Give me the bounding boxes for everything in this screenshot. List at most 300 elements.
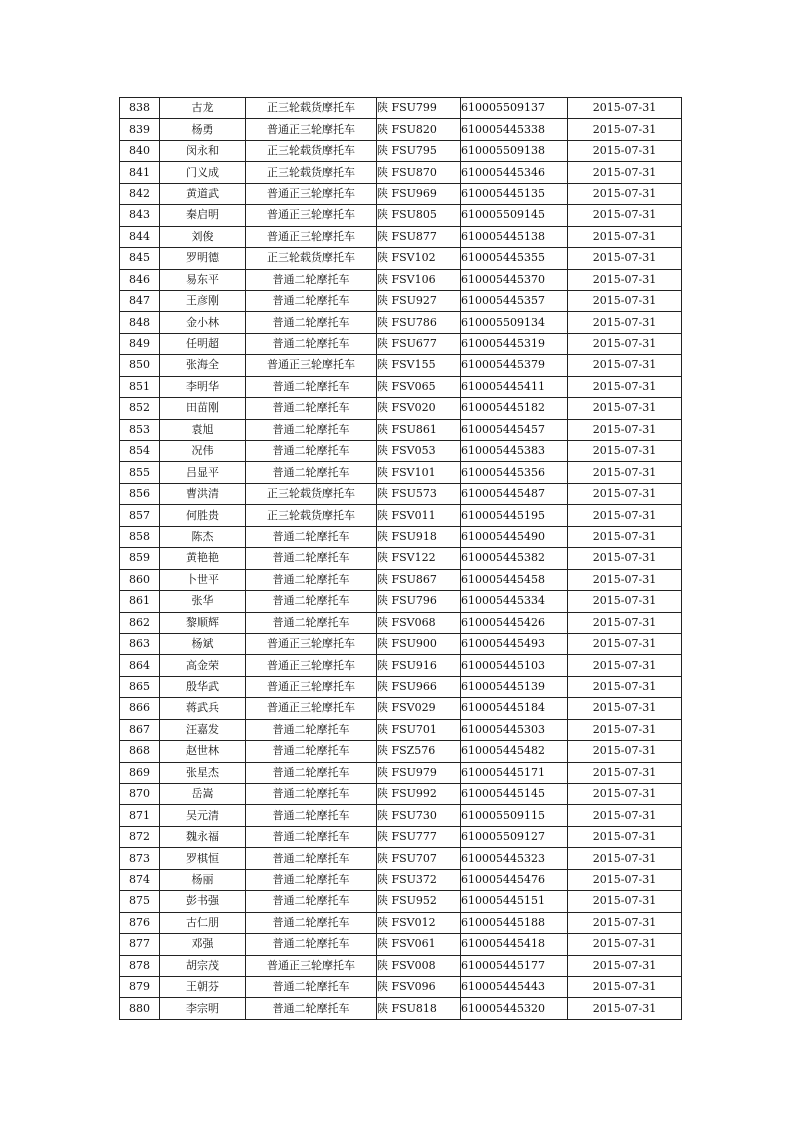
plate-number: 陕 FSU796 xyxy=(377,591,461,612)
vehicle-type: 普通二轮摩托车 xyxy=(246,398,377,419)
row-number: 877 xyxy=(120,934,160,955)
plate-number: 陕 FSU820 xyxy=(377,119,461,140)
plate-number: 陕 FSV096 xyxy=(377,976,461,997)
issue-date: 2015-07-31 xyxy=(568,784,682,805)
owner-name: 李明华 xyxy=(160,376,246,397)
vehicle-type: 普通二轮摩托车 xyxy=(246,784,377,805)
certificate-number: 610005445487 xyxy=(461,483,568,504)
table-row xyxy=(120,633,682,654)
issue-date: 2015-07-31 xyxy=(568,119,682,140)
vehicle-type: 普通二轮摩托车 xyxy=(246,312,377,333)
table-row xyxy=(120,655,682,676)
row-number: 857 xyxy=(120,505,160,526)
table-row xyxy=(120,719,682,740)
vehicle-type: 普通二轮摩托车 xyxy=(246,419,377,440)
plate-number: 陕 FSU701 xyxy=(377,719,461,740)
issue-date: 2015-07-31 xyxy=(568,826,682,847)
issue-date: 2015-07-31 xyxy=(568,226,682,247)
registration-table-body xyxy=(120,98,682,1020)
owner-name: 曹洪清 xyxy=(160,483,246,504)
plate-number: 陕 FSU927 xyxy=(377,290,461,311)
row-number: 873 xyxy=(120,848,160,869)
plate-number: 陕 FSU372 xyxy=(377,869,461,890)
issue-date: 2015-07-31 xyxy=(568,140,682,161)
certificate-number: 610005445457 xyxy=(461,419,568,440)
table-row xyxy=(120,612,682,633)
table-row xyxy=(120,505,682,526)
row-number: 880 xyxy=(120,998,160,1019)
plate-number: 陕 FSU707 xyxy=(377,848,461,869)
plate-number: 陕 FSU861 xyxy=(377,419,461,440)
certificate-number: 610005445182 xyxy=(461,398,568,419)
row-number: 866 xyxy=(120,698,160,719)
row-number: 853 xyxy=(120,419,160,440)
certificate-number: 610005445138 xyxy=(461,226,568,247)
table-row xyxy=(120,290,682,311)
owner-name: 易东平 xyxy=(160,269,246,290)
owner-name: 张华 xyxy=(160,591,246,612)
issue-date: 2015-07-31 xyxy=(568,419,682,440)
row-number: 863 xyxy=(120,633,160,654)
vehicle-type: 普通二轮摩托车 xyxy=(246,805,377,826)
owner-name: 王朝芬 xyxy=(160,976,246,997)
table-row xyxy=(120,98,682,119)
issue-date: 2015-07-31 xyxy=(568,548,682,569)
row-number: 869 xyxy=(120,762,160,783)
plate-number: 陕 FSU867 xyxy=(377,569,461,590)
issue-date: 2015-07-31 xyxy=(568,955,682,976)
certificate-number: 610005509145 xyxy=(461,205,568,226)
vehicle-type: 普通二轮摩托车 xyxy=(246,441,377,462)
owner-name: 王彦刚 xyxy=(160,290,246,311)
issue-date: 2015-07-31 xyxy=(568,655,682,676)
certificate-number: 610005445356 xyxy=(461,462,568,483)
owner-name: 袁旭 xyxy=(160,419,246,440)
owner-name: 古仁朋 xyxy=(160,912,246,933)
table-row xyxy=(120,526,682,547)
table-row xyxy=(120,419,682,440)
issue-date: 2015-07-31 xyxy=(568,591,682,612)
issue-date: 2015-07-31 xyxy=(568,376,682,397)
owner-name: 古龙 xyxy=(160,98,246,119)
certificate-number: 610005445320 xyxy=(461,998,568,1019)
row-number: 875 xyxy=(120,891,160,912)
owner-name: 刘俊 xyxy=(160,226,246,247)
vehicle-type: 正三轮载货摩托车 xyxy=(246,140,377,161)
issue-date: 2015-07-31 xyxy=(568,998,682,1019)
plate-number: 陕 FSV012 xyxy=(377,912,461,933)
owner-name: 黄艳艳 xyxy=(160,548,246,569)
table-row xyxy=(120,441,682,462)
owner-name: 邓强 xyxy=(160,934,246,955)
owner-name: 杨丽 xyxy=(160,869,246,890)
vehicle-type: 普通正三轮摩托车 xyxy=(246,355,377,376)
issue-date: 2015-07-31 xyxy=(568,719,682,740)
plate-number: 陕 FSV029 xyxy=(377,698,461,719)
vehicle-type: 普通正三轮摩托车 xyxy=(246,205,377,226)
owner-name: 吕显平 xyxy=(160,462,246,483)
table-row xyxy=(120,891,682,912)
table-row xyxy=(120,741,682,762)
row-number: 843 xyxy=(120,205,160,226)
issue-date: 2015-07-31 xyxy=(568,462,682,483)
certificate-number: 610005445379 xyxy=(461,355,568,376)
vehicle-type: 正三轮载货摩托车 xyxy=(246,248,377,269)
vehicle-type: 普通二轮摩托车 xyxy=(246,891,377,912)
row-number: 841 xyxy=(120,162,160,183)
plate-number: 陕 FSV061 xyxy=(377,934,461,955)
owner-name: 秦启明 xyxy=(160,205,246,226)
plate-number: 陕 FSV101 xyxy=(377,462,461,483)
owner-name: 黄道武 xyxy=(160,183,246,204)
certificate-number: 610005445426 xyxy=(461,612,568,633)
issue-date: 2015-07-31 xyxy=(568,183,682,204)
certificate-number: 610005445323 xyxy=(461,848,568,869)
owner-name: 殷华武 xyxy=(160,676,246,697)
row-number: 842 xyxy=(120,183,160,204)
vehicle-type: 普通二轮摩托车 xyxy=(246,976,377,997)
row-number: 861 xyxy=(120,591,160,612)
issue-date: 2015-07-31 xyxy=(568,269,682,290)
owner-name: 岳嵩 xyxy=(160,784,246,805)
plate-number: 陕 FSV068 xyxy=(377,612,461,633)
plate-number: 陕 FSV122 xyxy=(377,548,461,569)
vehicle-type: 普通二轮摩托车 xyxy=(246,526,377,547)
table-row xyxy=(120,934,682,955)
owner-name: 闵永和 xyxy=(160,140,246,161)
plate-number: 陕 FSV011 xyxy=(377,505,461,526)
vehicle-type: 普通正三轮摩托车 xyxy=(246,183,377,204)
certificate-number: 610005445382 xyxy=(461,548,568,569)
certificate-number: 610005445346 xyxy=(461,162,568,183)
plate-number: 陕 FSU818 xyxy=(377,998,461,1019)
row-number: 858 xyxy=(120,526,160,547)
vehicle-type: 普通正三轮摩托车 xyxy=(246,119,377,140)
plate-number: 陕 FSU677 xyxy=(377,333,461,354)
table-row xyxy=(120,183,682,204)
plate-number: 陕 FSU777 xyxy=(377,826,461,847)
row-number: 872 xyxy=(120,826,160,847)
plate-number: 陕 FSV102 xyxy=(377,248,461,269)
owner-name: 高金荣 xyxy=(160,655,246,676)
owner-name: 张海全 xyxy=(160,355,246,376)
certificate-number: 610005445458 xyxy=(461,569,568,590)
plate-number: 陕 FSV020 xyxy=(377,398,461,419)
plate-number: 陕 FSU969 xyxy=(377,183,461,204)
issue-date: 2015-07-31 xyxy=(568,312,682,333)
issue-date: 2015-07-31 xyxy=(568,805,682,826)
certificate-number: 610005445188 xyxy=(461,912,568,933)
table-row xyxy=(120,591,682,612)
owner-name: 何胜贵 xyxy=(160,505,246,526)
row-number: 854 xyxy=(120,441,160,462)
row-number: 876 xyxy=(120,912,160,933)
vehicle-type: 普通正三轮摩托车 xyxy=(246,633,377,654)
table-row xyxy=(120,333,682,354)
issue-date: 2015-07-31 xyxy=(568,333,682,354)
owner-name: 金小林 xyxy=(160,312,246,333)
row-number: 870 xyxy=(120,784,160,805)
table-row xyxy=(120,226,682,247)
certificate-number: 610005445493 xyxy=(461,633,568,654)
row-number: 847 xyxy=(120,290,160,311)
vehicle-type: 普通二轮摩托车 xyxy=(246,741,377,762)
row-number: 867 xyxy=(120,719,160,740)
vehicle-type: 普通二轮摩托车 xyxy=(246,934,377,955)
vehicle-type: 普通正三轮摩托车 xyxy=(246,955,377,976)
owner-name: 彭书强 xyxy=(160,891,246,912)
table-row xyxy=(120,998,682,1019)
certificate-number: 610005509138 xyxy=(461,140,568,161)
vehicle-type: 普通二轮摩托车 xyxy=(246,848,377,869)
owner-name: 罗棋恒 xyxy=(160,848,246,869)
table-row xyxy=(120,826,682,847)
row-number: 840 xyxy=(120,140,160,161)
plate-number: 陕 FSV106 xyxy=(377,269,461,290)
certificate-number: 610005445334 xyxy=(461,591,568,612)
vehicle-type: 正三轮载货摩托车 xyxy=(246,162,377,183)
issue-date: 2015-07-31 xyxy=(568,162,682,183)
issue-date: 2015-07-31 xyxy=(568,891,682,912)
certificate-number: 610005445184 xyxy=(461,698,568,719)
row-number: 852 xyxy=(120,398,160,419)
issue-date: 2015-07-31 xyxy=(568,612,682,633)
table-row xyxy=(120,205,682,226)
certificate-number: 610005445171 xyxy=(461,762,568,783)
certificate-number: 610005445476 xyxy=(461,869,568,890)
owner-name: 任明超 xyxy=(160,333,246,354)
table-row xyxy=(120,676,682,697)
vehicle-type: 正三轮载货摩托车 xyxy=(246,483,377,504)
issue-date: 2015-07-31 xyxy=(568,976,682,997)
table-row xyxy=(120,269,682,290)
plate-number: 陕 FSU952 xyxy=(377,891,461,912)
certificate-number: 610005445177 xyxy=(461,955,568,976)
row-number: 848 xyxy=(120,312,160,333)
plate-number: 陕 FSZ576 xyxy=(377,741,461,762)
owner-name: 杨勇 xyxy=(160,119,246,140)
vehicle-type: 普通二轮摩托车 xyxy=(246,826,377,847)
table-row xyxy=(120,548,682,569)
vehicle-type: 普通正三轮摩托车 xyxy=(246,698,377,719)
owner-name: 蒋武兵 xyxy=(160,698,246,719)
vehicle-type: 普通二轮摩托车 xyxy=(246,290,377,311)
plate-number: 陕 FSV008 xyxy=(377,955,461,976)
plate-number: 陕 FSU979 xyxy=(377,762,461,783)
row-number: 878 xyxy=(120,955,160,976)
table-row xyxy=(120,848,682,869)
row-number: 839 xyxy=(120,119,160,140)
plate-number: 陕 FSU573 xyxy=(377,483,461,504)
issue-date: 2015-07-31 xyxy=(568,741,682,762)
row-number: 846 xyxy=(120,269,160,290)
owner-name: 罗明德 xyxy=(160,248,246,269)
owner-name: 李宗明 xyxy=(160,998,246,1019)
vehicle-type: 普通二轮摩托车 xyxy=(246,762,377,783)
certificate-number: 610005445411 xyxy=(461,376,568,397)
owner-name: 陈杰 xyxy=(160,526,246,547)
row-number: 845 xyxy=(120,248,160,269)
plate-number: 陕 FSU916 xyxy=(377,655,461,676)
row-number: 856 xyxy=(120,483,160,504)
vehicle-type: 普通二轮摩托车 xyxy=(246,376,377,397)
plate-number: 陕 FSU786 xyxy=(377,312,461,333)
issue-date: 2015-07-31 xyxy=(568,398,682,419)
row-number: 874 xyxy=(120,869,160,890)
certificate-number: 610005445482 xyxy=(461,741,568,762)
owner-name: 田苗刚 xyxy=(160,398,246,419)
issue-date: 2015-07-31 xyxy=(568,869,682,890)
certificate-number: 610005445135 xyxy=(461,183,568,204)
registration-table xyxy=(119,97,682,1020)
certificate-number: 610005445151 xyxy=(461,891,568,912)
table-row xyxy=(120,976,682,997)
issue-date: 2015-07-31 xyxy=(568,762,682,783)
issue-date: 2015-07-31 xyxy=(568,98,682,119)
table-row xyxy=(120,483,682,504)
vehicle-type: 普通二轮摩托车 xyxy=(246,719,377,740)
plate-number: 陕 FSU900 xyxy=(377,633,461,654)
vehicle-type: 普通正三轮摩托车 xyxy=(246,676,377,697)
owner-name: 黎顺辉 xyxy=(160,612,246,633)
issue-date: 2015-07-31 xyxy=(568,290,682,311)
row-number: 851 xyxy=(120,376,160,397)
certificate-number: 610005445103 xyxy=(461,655,568,676)
owner-name: 况伟 xyxy=(160,441,246,462)
row-number: 862 xyxy=(120,612,160,633)
issue-date: 2015-07-31 xyxy=(568,355,682,376)
plate-number: 陕 FSU966 xyxy=(377,676,461,697)
certificate-number: 610005509115 xyxy=(461,805,568,826)
certificate-number: 610005445145 xyxy=(461,784,568,805)
owner-name: 汪嘉发 xyxy=(160,719,246,740)
certificate-number: 610005509127 xyxy=(461,826,568,847)
table-row xyxy=(120,376,682,397)
table-row xyxy=(120,912,682,933)
owner-name: 门义成 xyxy=(160,162,246,183)
issue-date: 2015-07-31 xyxy=(568,633,682,654)
row-number: 838 xyxy=(120,98,160,119)
plate-number: 陕 FSU795 xyxy=(377,140,461,161)
plate-number: 陕 FSU805 xyxy=(377,205,461,226)
owner-name: 魏永福 xyxy=(160,826,246,847)
certificate-number: 610005445418 xyxy=(461,934,568,955)
table-row xyxy=(120,140,682,161)
row-number: 865 xyxy=(120,676,160,697)
owner-name: 赵世林 xyxy=(160,741,246,762)
owner-name: 卜世平 xyxy=(160,569,246,590)
issue-date: 2015-07-31 xyxy=(568,934,682,955)
issue-date: 2015-07-31 xyxy=(568,248,682,269)
row-number: 859 xyxy=(120,548,160,569)
vehicle-type: 正三轮载货摩托车 xyxy=(246,98,377,119)
owner-name: 杨斌 xyxy=(160,633,246,654)
vehicle-type: 普通正三轮摩托车 xyxy=(246,226,377,247)
table-row xyxy=(120,248,682,269)
table-row xyxy=(120,398,682,419)
row-number: 850 xyxy=(120,355,160,376)
table-row xyxy=(120,462,682,483)
certificate-number: 610005445490 xyxy=(461,526,568,547)
table-row xyxy=(120,698,682,719)
vehicle-type: 普通二轮摩托车 xyxy=(246,591,377,612)
plate-number: 陕 FSU877 xyxy=(377,226,461,247)
table-row xyxy=(120,312,682,333)
plate-number: 陕 FSU918 xyxy=(377,526,461,547)
plate-number: 陕 FSV053 xyxy=(377,441,461,462)
table-row xyxy=(120,762,682,783)
owner-name: 胡宗茂 xyxy=(160,955,246,976)
table-row xyxy=(120,569,682,590)
row-number: 871 xyxy=(120,805,160,826)
vehicle-type: 普通正三轮摩托车 xyxy=(246,655,377,676)
table-row xyxy=(120,955,682,976)
certificate-number: 610005445443 xyxy=(461,976,568,997)
row-number: 860 xyxy=(120,569,160,590)
certificate-number: 610005445370 xyxy=(461,269,568,290)
issue-date: 2015-07-31 xyxy=(568,569,682,590)
plate-number: 陕 FSU992 xyxy=(377,784,461,805)
vehicle-type: 普通二轮摩托车 xyxy=(246,548,377,569)
owner-name: 吴元清 xyxy=(160,805,246,826)
table-row xyxy=(120,869,682,890)
table-row xyxy=(120,162,682,183)
plate-number: 陕 FSV155 xyxy=(377,355,461,376)
plate-number: 陕 FSU799 xyxy=(377,98,461,119)
plate-number: 陕 FSV065 xyxy=(377,376,461,397)
vehicle-type: 普通二轮摩托车 xyxy=(246,912,377,933)
certificate-number: 610005509137 xyxy=(461,98,568,119)
issue-date: 2015-07-31 xyxy=(568,848,682,869)
certificate-number: 610005445303 xyxy=(461,719,568,740)
issue-date: 2015-07-31 xyxy=(568,676,682,697)
issue-date: 2015-07-31 xyxy=(568,441,682,462)
issue-date: 2015-07-31 xyxy=(568,698,682,719)
vehicle-type: 正三轮载货摩托车 xyxy=(246,505,377,526)
vehicle-type: 普通二轮摩托车 xyxy=(246,612,377,633)
row-number: 868 xyxy=(120,741,160,762)
row-number: 855 xyxy=(120,462,160,483)
vehicle-type: 普通二轮摩托车 xyxy=(246,869,377,890)
certificate-number: 610005445357 xyxy=(461,290,568,311)
table-row xyxy=(120,805,682,826)
table-row xyxy=(120,784,682,805)
certificate-number: 610005509134 xyxy=(461,312,568,333)
vehicle-type: 普通二轮摩托车 xyxy=(246,569,377,590)
table-row xyxy=(120,355,682,376)
certificate-number: 610005445355 xyxy=(461,248,568,269)
vehicle-type: 普通二轮摩托车 xyxy=(246,269,377,290)
row-number: 879 xyxy=(120,976,160,997)
plate-number: 陕 FSU730 xyxy=(377,805,461,826)
row-number: 849 xyxy=(120,333,160,354)
certificate-number: 610005445338 xyxy=(461,119,568,140)
owner-name: 张星杰 xyxy=(160,762,246,783)
table-row xyxy=(120,119,682,140)
issue-date: 2015-07-31 xyxy=(568,912,682,933)
vehicle-type: 普通二轮摩托车 xyxy=(246,462,377,483)
issue-date: 2015-07-31 xyxy=(568,505,682,526)
certificate-number: 610005445383 xyxy=(461,441,568,462)
certificate-number: 610005445319 xyxy=(461,333,568,354)
certificate-number: 610005445139 xyxy=(461,676,568,697)
plate-number: 陕 FSU870 xyxy=(377,162,461,183)
certificate-number: 610005445195 xyxy=(461,505,568,526)
row-number: 864 xyxy=(120,655,160,676)
vehicle-type: 普通二轮摩托车 xyxy=(246,998,377,1019)
row-number: 844 xyxy=(120,226,160,247)
issue-date: 2015-07-31 xyxy=(568,205,682,226)
